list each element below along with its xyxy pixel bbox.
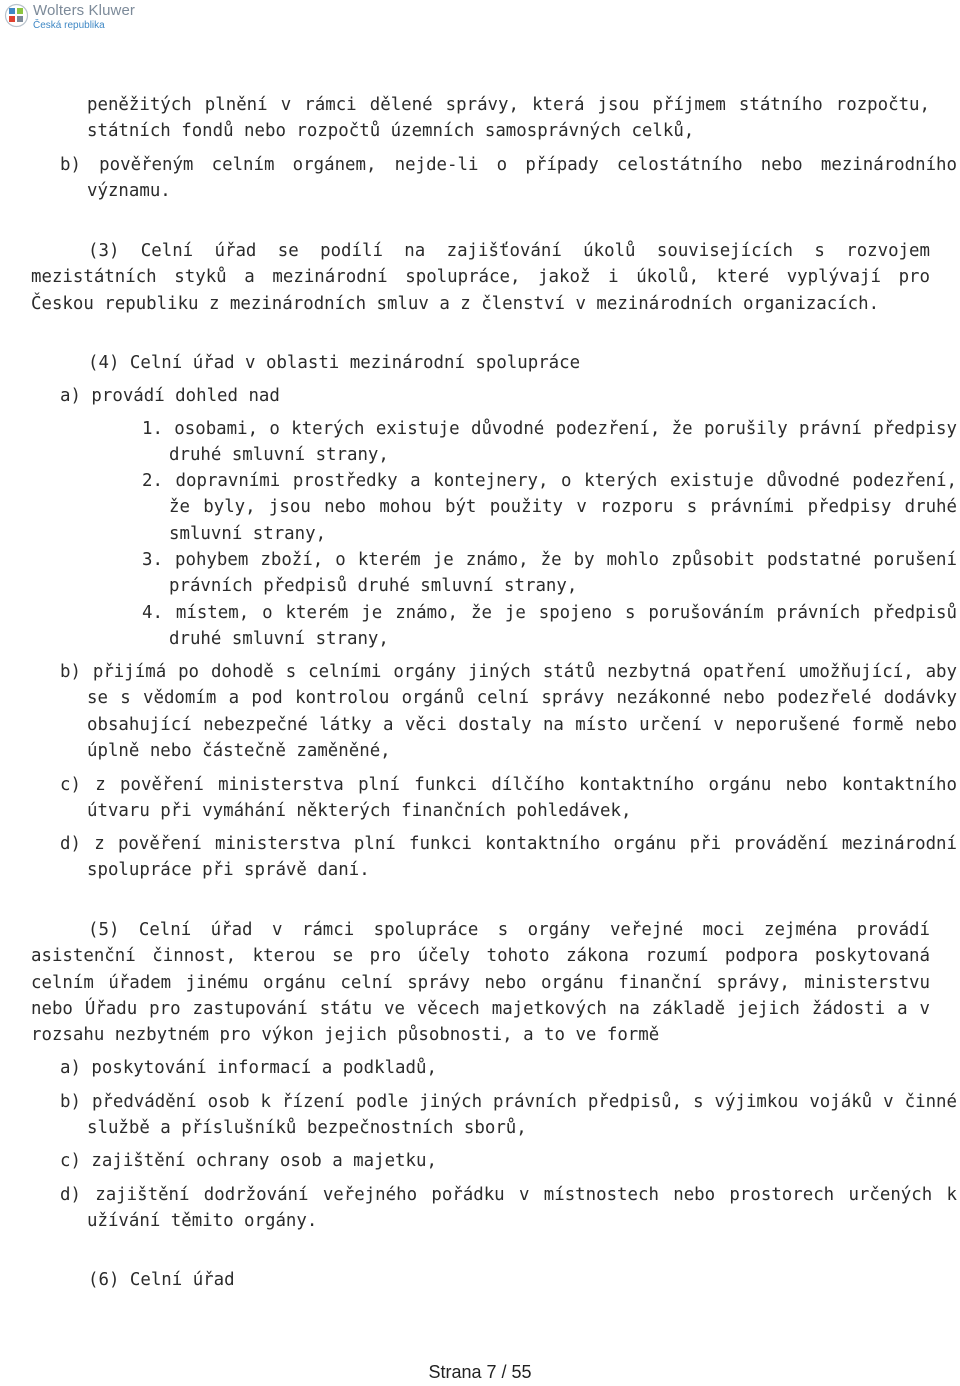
list-item-4a: a) provádí dohled nad (60, 386, 280, 406)
list-item-b: b) pověřeným celním orgánem, nejde-li o případy celostátního nebo mezinárodního významu. (60, 155, 957, 202)
page-number: Strana 7 / 55 (428, 1362, 532, 1382)
logo-name: Wolters Kluwer (33, 2, 135, 19)
list-item-4c: c) z pověření ministerstva plní funkci dílčího kontaktního orgánu nebo kontaktního útvaru při vymáhání některých finančních pohledávek, (60, 775, 957, 822)
paragraph-4: (4) Celní úřad v oblasti mezinárodní spolupráce (88, 353, 581, 373)
sub-item-4a-2: 2. dopravními prostředky a kontejnery, o kterých existuje důvodné podezření, že byly, jsou nebo mohou být použity v rozporu s právními předpisy druhé smluvní strany, (142, 471, 957, 544)
list-item-5b: b) předvádění osob k řízení podle jiných právních předpisů, s výjimkou vojáků v činné službě a příslušníků bezpečnostních sborů, (60, 1092, 957, 1139)
logo-subtitle: Česká republika (33, 20, 105, 31)
sub-item-4a-3: 3. pohybem zboží, o kterém je známo, že by mohlo způsobit podstatné porušení právních předpisů druhé smluvní strany, (142, 550, 957, 597)
sub-item-4a-4: 4. místem, o kterém je známo, že je spojeno s porušováním právních předpisů druhé smluvní strany, (142, 603, 957, 650)
sub-item-4a-1: 1. osobami, o kterých existuje důvodné podezření, že porušily právní předpisy druhé smluvní strany, (142, 419, 957, 466)
list-item-5d: d) zajištění dodržování veřejného pořádku v místnostech nebo prostorech určených k užívání těmito orgány. (60, 1185, 957, 1232)
continuation-paragraph: peněžitých plnění v rámci dělené správy, která jsou příjmem státního rozpočtu, státních fondů nebo rozpočtů územních samosprávných celků, (87, 95, 930, 142)
list-item-5c: c) zajištění ochrany osob a majetku, (60, 1151, 437, 1171)
paragraph-3: (3) Celní úřad se podílí na zajišťování úkolů souvisejících s rozvojem mezistátních styků a mezinárodní spolupráce, jakož i úkolů, které vyplývají pro Českou republiku z mezinárodních smluv a z členství v mezinárodních organizacích. (31, 241, 930, 314)
list-item-4d: d) z pověření ministerstva plní funkci kontaktního orgánu při provádění mezinárodní spolupráce při správě daní. (60, 834, 957, 881)
list-item-4b: b) přijímá po dohodě s celními orgány jiných států nezbytná opatření umožňující, aby se s vědomím a pod kontrolou orgánů celní správy nezákonné nebo podezřelé dodávky obsahující nebezpečné látky a věci dostaly na místo určení v neporušené formě nebo úplně nebo částečně zaměněné, (60, 662, 957, 761)
paragraph-6: (6) Celní úřad (88, 1270, 235, 1290)
list-item-5a: a) poskytování informací a podkladů, (60, 1058, 437, 1078)
paragraph-5: (5) Celní úřad v rámci spolupráce s orgány veřejné moci zejména provádí asistenční činnost, kterou se pro účely tohoto zákona rozumí podpora poskytovaná celním úřadem jinému orgánu celní správy nebo orgánu finanční správy, ministerstvu nebo Úřadu pro zastupování státu ve věcech majetkových na základě jejich žádosti a v rozsahu nezbytném pro výkon jejich působnosti, a to ve formě (31, 920, 930, 1046)
